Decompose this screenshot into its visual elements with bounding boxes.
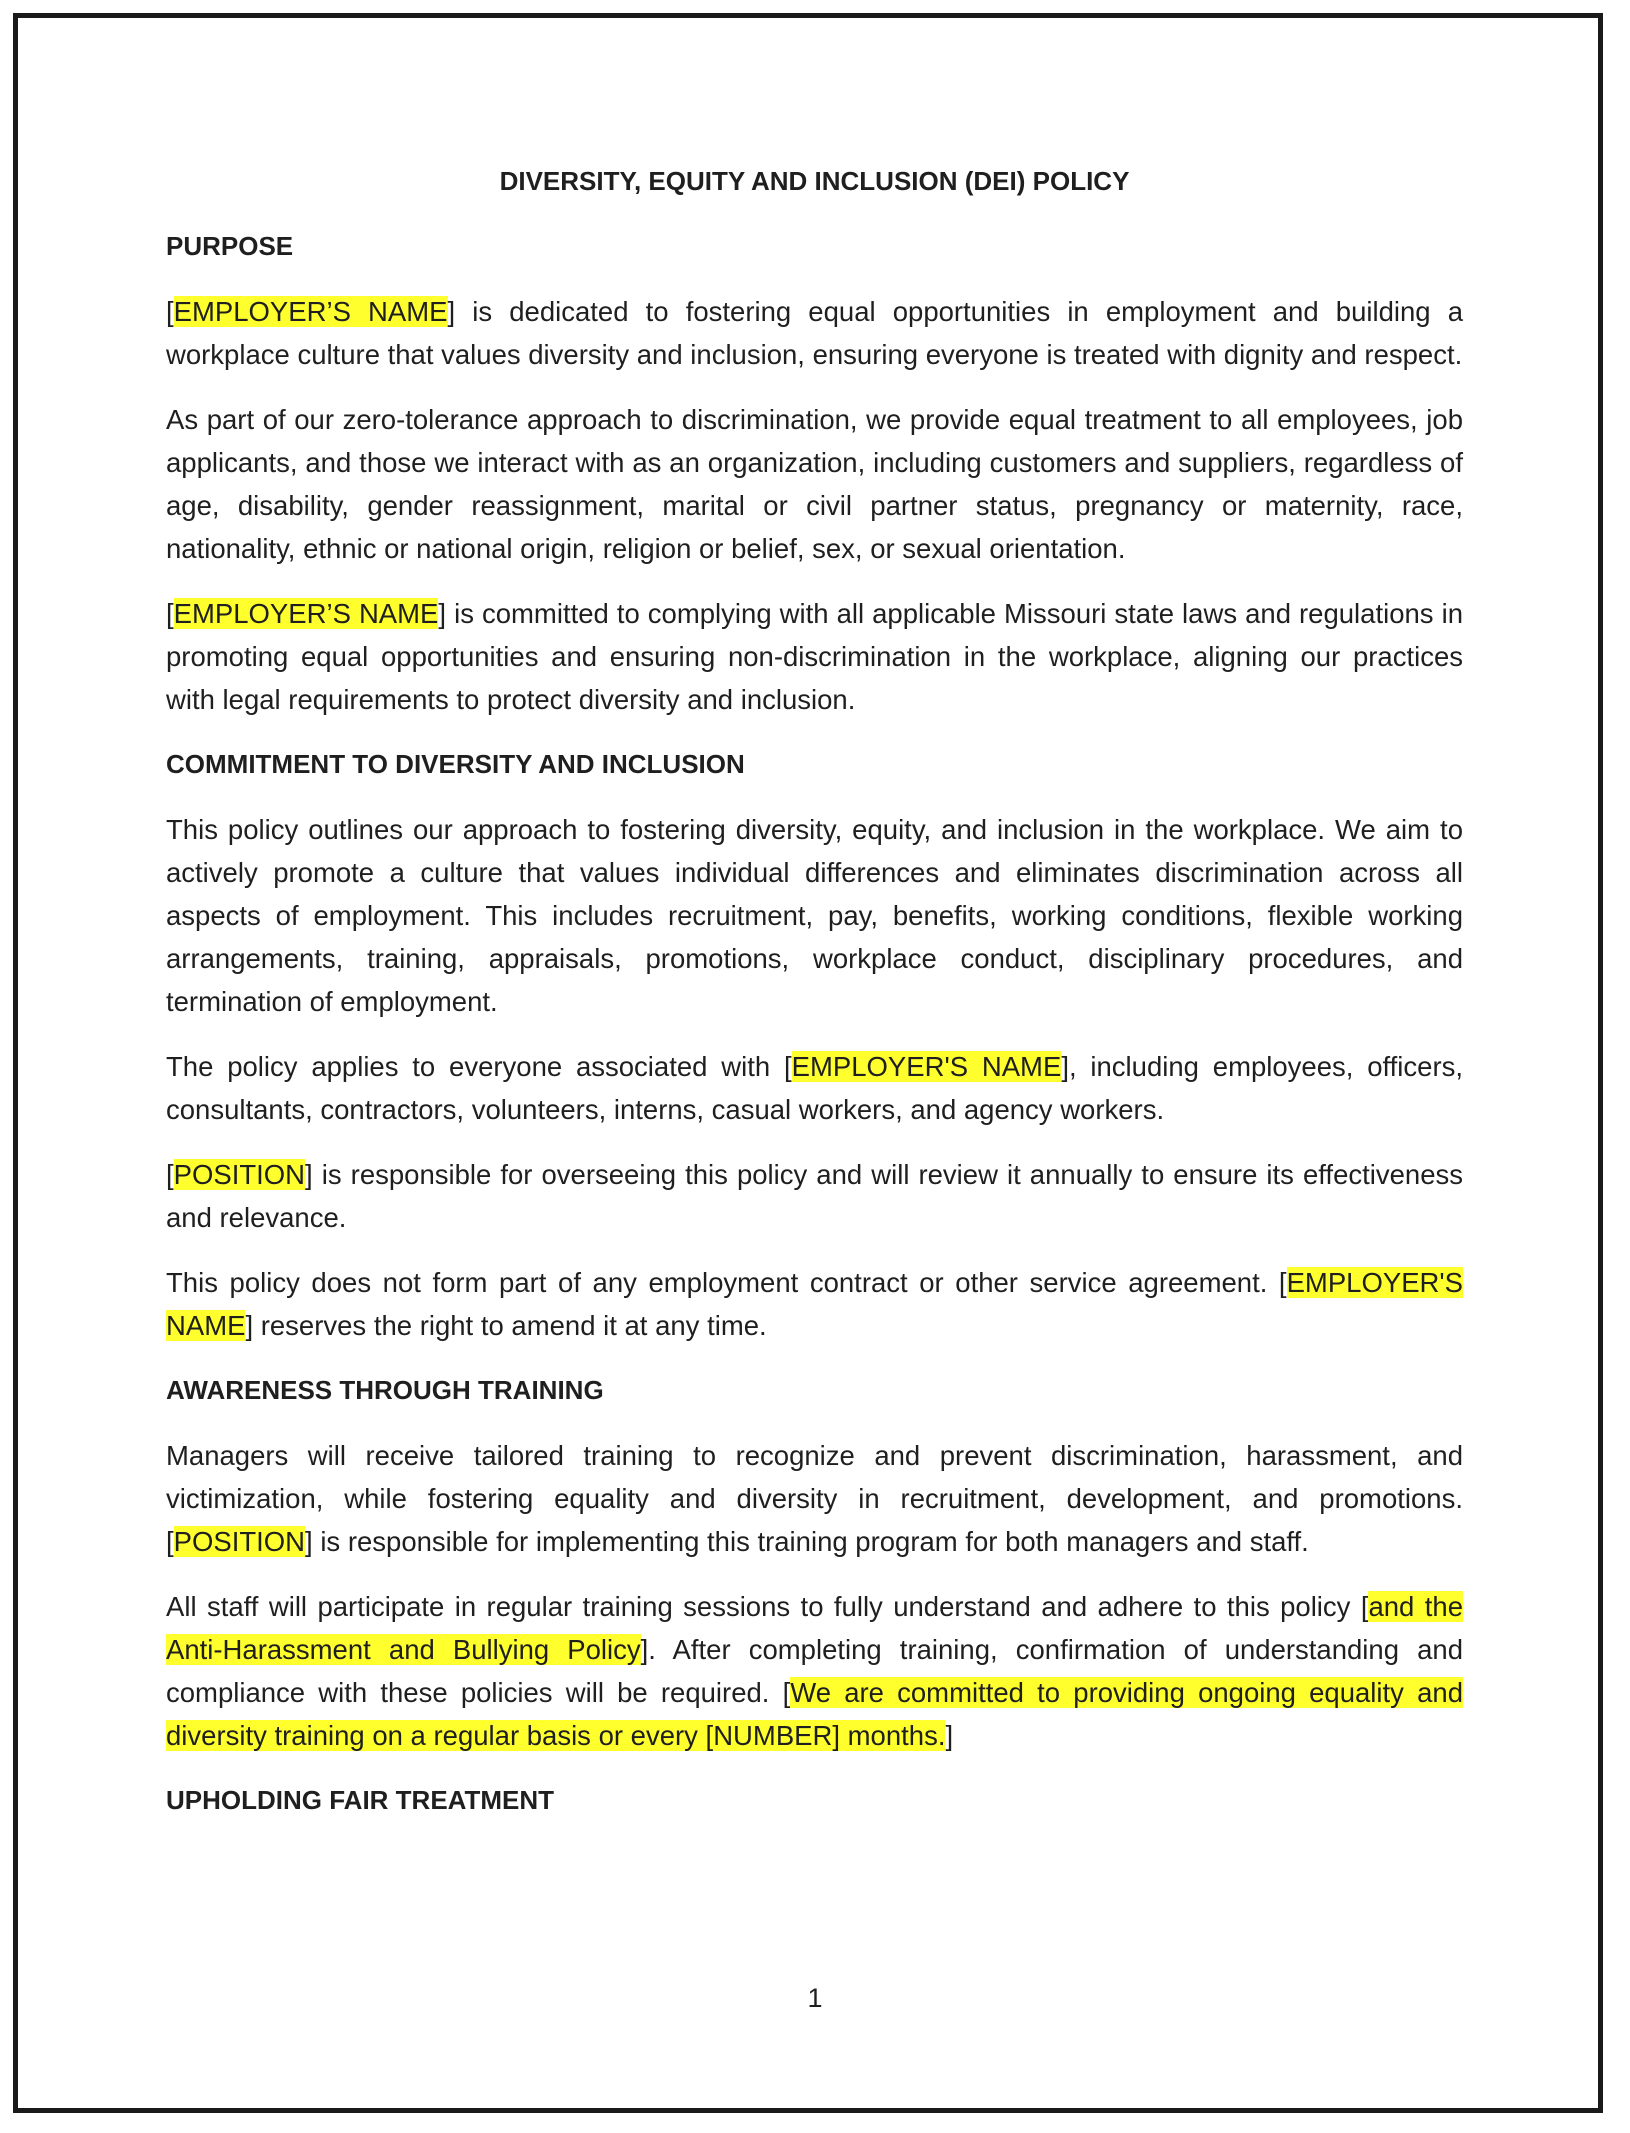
training-paragraph-2 <box>166 1585 1463 1757</box>
bracket-open: [ <box>166 1159 174 1190</box>
employer-name-placeholder: EMPLOYER’S NAME <box>173 296 448 327</box>
employer-name-placeholder: EMPLOYER’S NAME <box>173 598 439 629</box>
paragraph-text: ] is responsible for implementing this training program for both managers and staff. <box>305 1526 1309 1557</box>
paragraph-text: ] is responsible for overseeing this policy and will review it annually to ensure its effectiveness and relevance. <box>166 1159 1463 1233</box>
paragraph-text: ]. After completing training, confirmation of understanding and compliance with these policies will be required. [ <box>166 1634 1463 1708</box>
purpose-paragraph-1 <box>166 290 1463 376</box>
heading-commitment: COMMITMENT TO DIVERSITY AND INCLUSION <box>166 749 745 779</box>
bracket-open: [ <box>166 598 174 629</box>
training-paragraph-1 <box>166 1434 1463 1563</box>
page-number: 1 <box>807 1983 823 2013</box>
heading-training: AWARENESS THROUGH TRAINING <box>166 1375 604 1405</box>
document-title: DIVERSITY, EQUITY AND INCLUSION (DEI) POLICY <box>499 166 1130 196</box>
commitment-paragraph-3 <box>166 1153 1463 1239</box>
paragraph-text: The policy applies to everyone associated with [ <box>166 1051 792 1082</box>
paragraph-text: Managers will receive tailored training to recognize and prevent discrimination, harassment, and victimization, while fostering equality and diversity in recruitment, development, and promotions. [ <box>166 1440 1463 1557</box>
commitment-paragraph-2 <box>166 1045 1463 1131</box>
purpose-paragraph-3 <box>166 592 1463 721</box>
commitment-paragraph-4 <box>166 1261 1463 1347</box>
paragraph-text: ], including employees, officers, consultants, contractors, volunteers, interns, casual workers, and agency workers. <box>166 1051 1463 1125</box>
paragraph-text: All staff will participate in regular training sessions to fully understand and adhere to this policy [ <box>166 1591 1369 1622</box>
optional-clause-placeholder: We are committed to providing ongoing equality and diversity training on a regular basis or every [NUMBER] months. <box>166 1677 1463 1751</box>
purpose-paragraph-2: As part of our zero-tolerance approach to discrimination, we provide equal treatment to all employees, job applicants, and those we interact with as an organization, including customers and suppliers, regardless of age, disability, gender reassignment, marital or civil partner status, pregnancy or maternity, race, nationality, ethnic or national origin, religion or belief, sex, or sexual orientation. <box>166 404 1463 564</box>
position-placeholder: POSITION <box>173 1159 306 1190</box>
heading-fair-treatment: UPHOLDING FAIR TREATMENT <box>166 1785 555 1815</box>
position-placeholder: POSITION <box>173 1526 306 1557</box>
paragraph-text: ] is committed to complying with all applicable Missouri state laws and regulations in promoting equal opportunities and ensuring non-discrimination in the workplace, aligning our practices with legal requirements to protect diversity and inclusion. <box>166 598 1463 715</box>
heading-purpose: PURPOSE <box>166 231 294 261</box>
document-body <box>166 160 1463 1844</box>
paragraph-text: This policy does not form part of any employment contract or other service agreement. [ <box>166 1267 1287 1298</box>
bracket-open: [ <box>166 296 174 327</box>
paragraph-text: ] is dedicated to fostering equal opportunities in employment and building a workplace culture that values diversity and inclusion, ensuring everyone is treated with dignity and respect. <box>166 296 1463 370</box>
commitment-paragraph-1: This policy outlines our approach to fostering diversity, equity, and inclusion in the workplace. We aim to actively promote a culture that values individual differences and eliminates discrimination across all aspects of employment. This includes recruitment, pay, benefits, working conditions, flexible working arrangements, training, appraisals, promotions, workplace conduct, disciplinary procedures, and termination of employment. <box>166 814 1463 1017</box>
bracket-close: ] <box>945 1720 954 1751</box>
paragraph-text: ] reserves the right to amend it at any time. <box>245 1310 767 1341</box>
employer-name-placeholder: EMPLOYER'S NAME <box>166 1267 1463 1341</box>
optional-clause-placeholder: and the Anti-Harassment and Bullying Policy <box>166 1591 1463 1665</box>
employer-name-placeholder: EMPLOYER'S NAME <box>791 1051 1062 1082</box>
